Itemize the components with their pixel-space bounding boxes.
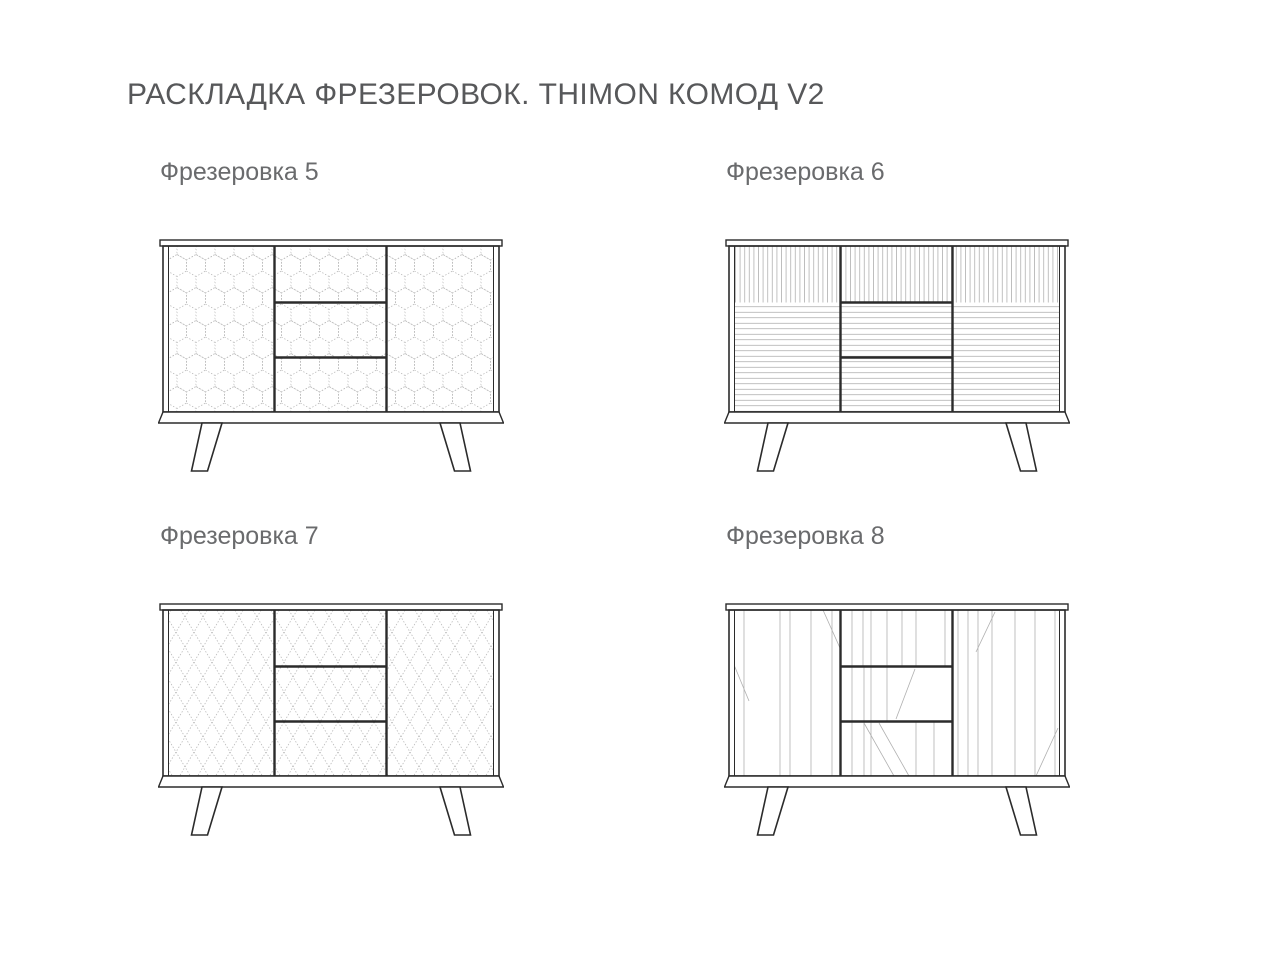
wood-grain-lines <box>735 610 1059 776</box>
figure-label-milling-7: Фрезеровка 7 <box>160 522 319 550</box>
figure-milling-8 <box>724 522 1070 852</box>
honeycomb-pattern-fill <box>169 246 494 412</box>
figure-milling-6 <box>724 158 1070 488</box>
cabinet-drawing-milling-8-grain <box>724 602 1070 846</box>
figure-label-milling-5: Фрезеровка 5 <box>160 158 319 186</box>
figure-label-milling-6: Фрезеровка 6 <box>726 158 885 186</box>
figure-milling-7 <box>158 522 504 852</box>
diamond-pattern-fill <box>169 610 494 776</box>
cabinet-drawing-milling-6-flutes <box>724 238 1070 482</box>
cabinet-drawing-milling-7-diamonds <box>158 602 504 846</box>
figure-label-milling-8: Фрезеровка 8 <box>726 522 885 550</box>
sheet-title: РАСКЛАДКА ФРЕЗЕРОВОК. THIMON КОМОД V2 <box>127 78 825 111</box>
cabinet-drawing-milling-5-honeycomb <box>158 238 504 482</box>
figure-milling-5 <box>158 158 504 488</box>
vertical-flute-fill <box>735 246 1060 303</box>
